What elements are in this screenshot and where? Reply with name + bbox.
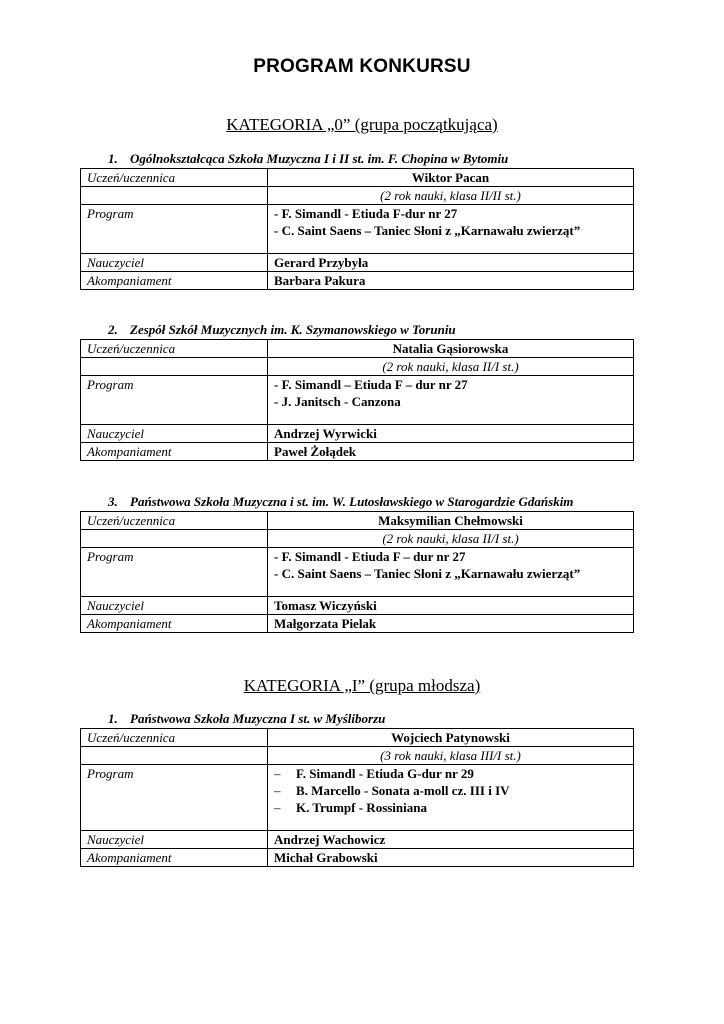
program-item bbox=[274, 782, 627, 799]
school-heading bbox=[108, 151, 708, 167]
table-row bbox=[81, 376, 634, 425]
entry-number: 1. bbox=[108, 151, 118, 166]
table-row bbox=[81, 205, 634, 254]
table-row bbox=[81, 187, 634, 205]
school-name: Zespół Szkół Muzycznych im. K. Szymanowskiego w Toruniu bbox=[130, 322, 456, 337]
category-heading: KATEGORIA „0” (grupa początkująca) bbox=[226, 115, 498, 134]
category-heading: KATEGORIA „I” (grupa młodsza) bbox=[243, 676, 481, 695]
teacher-name: Andrzej Wachowicz bbox=[268, 831, 634, 849]
student-name: Wiktor Pacan bbox=[268, 169, 634, 187]
teacher-label: Nauczyciel bbox=[81, 597, 268, 615]
entry-number: 3. bbox=[108, 494, 118, 509]
program-item: - F. Simandl - Etiuda F – dur nr 27 bbox=[274, 549, 466, 564]
table-row bbox=[81, 831, 634, 849]
student-label: Uczeń/uczennica bbox=[81, 340, 268, 358]
program-item-text: F. Simandl - Etiuda G-dur nr 29 bbox=[296, 766, 474, 781]
program-item: - C. Saint Saens – Taniec Słoni z „Karnawału zwierząt” bbox=[274, 566, 581, 581]
program-label: Program bbox=[81, 205, 268, 254]
student-label: Uczeń/uczennica bbox=[81, 729, 268, 747]
dash-bullet: – bbox=[274, 800, 281, 815]
entry-number: 1. bbox=[108, 711, 118, 726]
entry-number: 2. bbox=[108, 322, 118, 337]
program-item: - F. Simandl - Etiuda F-dur nr 27 bbox=[274, 206, 458, 221]
student-label: Uczeń/uczennica bbox=[81, 512, 268, 530]
table-row bbox=[81, 765, 634, 831]
program-label: Program bbox=[81, 765, 268, 831]
table-row bbox=[81, 425, 634, 443]
student-name: Natalia Gąsiorowska bbox=[268, 340, 634, 358]
accompanist-name: Małgorzata Pielak bbox=[268, 615, 634, 633]
page-title: PROGRAM KONKURSU bbox=[253, 56, 471, 77]
table-row bbox=[81, 615, 634, 633]
school-heading bbox=[108, 494, 708, 510]
study-year: (3 rok nauki, klasa III/I st.) bbox=[268, 747, 634, 765]
study-year: (2 rok nauki, klasa II/I st.) bbox=[268, 530, 634, 548]
study-year: (2 rok nauki, klasa II/I st.) bbox=[268, 358, 634, 376]
table-row bbox=[81, 597, 634, 615]
table-row bbox=[81, 254, 634, 272]
school-heading bbox=[108, 322, 708, 338]
program-item bbox=[274, 765, 627, 782]
program-item-text: B. Marcello - Sonata a-moll cz. III i IV bbox=[296, 783, 510, 798]
program-list bbox=[268, 548, 634, 597]
student-name: Wojciech Patynowski bbox=[268, 729, 634, 747]
table-row bbox=[81, 443, 634, 461]
dash-bullet: – bbox=[274, 783, 281, 798]
table-row bbox=[81, 747, 634, 765]
program-list bbox=[268, 205, 634, 254]
program-item: - C. Saint Saens – Taniec Słoni z „Karnawału zwierząt” bbox=[274, 223, 581, 238]
teacher-name: Gerard Przybyła bbox=[268, 254, 634, 272]
entry-table bbox=[80, 168, 634, 290]
table-row bbox=[81, 340, 634, 358]
program-list bbox=[268, 765, 634, 831]
table-row bbox=[81, 512, 634, 530]
empty-cell bbox=[81, 747, 268, 765]
entry-table bbox=[80, 511, 634, 633]
table-row bbox=[81, 169, 634, 187]
empty-cell bbox=[81, 187, 268, 205]
table-row bbox=[81, 729, 634, 747]
student-name: Maksymilian Chełmowski bbox=[268, 512, 634, 530]
entry-table bbox=[80, 728, 634, 867]
table-row bbox=[81, 272, 634, 290]
program-item: - J. Janitsch - Canzona bbox=[274, 394, 401, 409]
teacher-label: Nauczyciel bbox=[81, 254, 268, 272]
table-row bbox=[81, 358, 634, 376]
accompanist-name: Barbara Pakura bbox=[268, 272, 634, 290]
empty-cell bbox=[81, 358, 268, 376]
empty-cell bbox=[81, 530, 268, 548]
program-label: Program bbox=[81, 376, 268, 425]
teacher-label: Nauczyciel bbox=[81, 831, 268, 849]
teacher-name: Tomasz Wiczyński bbox=[268, 597, 634, 615]
dash-bullet: – bbox=[274, 766, 281, 781]
program-label: Program bbox=[81, 548, 268, 597]
entry-table bbox=[80, 339, 634, 461]
table-row bbox=[81, 530, 634, 548]
accompanist-name: Michał Grabowski bbox=[268, 849, 634, 867]
table-row bbox=[81, 849, 634, 867]
teacher-label: Nauczyciel bbox=[81, 425, 268, 443]
accompaniment-label: Akompaniament bbox=[81, 272, 268, 290]
accompaniment-label: Akompaniament bbox=[81, 615, 268, 633]
school-name: Państwowa Szkoła Muzyczna i st. im. W. Lutosławskiego w Starogardzie Gdańskim bbox=[130, 494, 574, 509]
study-year: (2 rok nauki, klasa II/II st.) bbox=[268, 187, 634, 205]
program-list bbox=[268, 376, 634, 425]
school-name: Ogólnokształcąca Szkoła Muzyczna I i II st. im. F. Chopina w Bytomiu bbox=[130, 151, 509, 166]
program-item bbox=[274, 799, 627, 816]
accompaniment-label: Akompaniament bbox=[81, 849, 268, 867]
program-item-text: K. Trumpf - Rossiniana bbox=[296, 800, 427, 815]
accompanist-name: Paweł Żołądek bbox=[268, 443, 634, 461]
school-name: Państwowa Szkoła Muzyczna I st. w Myśliborzu bbox=[130, 711, 386, 726]
teacher-name: Andrzej Wyrwicki bbox=[268, 425, 634, 443]
program-item: - F. Simandl – Etiuda F – dur nr 27 bbox=[274, 377, 468, 392]
table-row bbox=[81, 548, 634, 597]
accompaniment-label: Akompaniament bbox=[81, 443, 268, 461]
school-heading bbox=[108, 711, 708, 727]
student-label: Uczeń/uczennica bbox=[81, 169, 268, 187]
